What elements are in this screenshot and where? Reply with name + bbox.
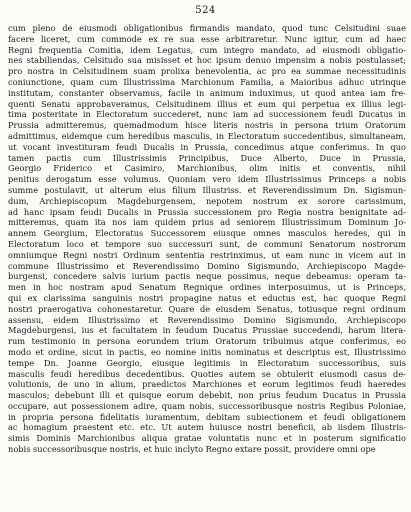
text-line: facere liceret, cum commode ex re sua esse arbitraretur. Nunc igitur, cum ad haec bbox=[8, 33, 406, 44]
text-line: coniunctione, quam cum Illustrissima Marchionum Familia, a Maioribus adhuc utrinque bbox=[8, 76, 406, 87]
text-line: tempe Dn. Joanne Georgio, eiusque legitimis in Electoratum successoribus, suis bbox=[8, 357, 406, 368]
text-line: ut vocant investituram feudi Ducalis in Prussia, concedimus atque conferimus. In quo bbox=[8, 141, 406, 152]
text-line: pro nostra in Celsitudinem suam prolixa benevolentia, ac pro ea summae necessitudinis bbox=[8, 66, 406, 77]
text-line: men in hoc nostram apud Senatum Regnique ordines interposuimus, ut is Princeps, bbox=[8, 282, 406, 293]
text-line: mitteremus, quam ita nos iam quidem prius ad seniorem Illustrissimum Dominum Jo- bbox=[8, 217, 406, 228]
text-line: qui ex clarissima sanguinis nostri propagine natus et eductus est, hac quoque Regni bbox=[8, 292, 406, 303]
body-text bbox=[8, 23, 406, 455]
text-line: nes stabiliendas, Celsitudo sua misisset et hoc ipsum denuo impensim a nobis postulasset; bbox=[8, 55, 406, 66]
text-line: nostri praerogativa cohonestaretur. Quare de eiusdem Senatus, totiusque regni ordinum bbox=[8, 303, 406, 314]
text-line: Prussia admitteremus, quemadmodum hisce literis nostris in persona trium Oratorum bbox=[8, 120, 406, 131]
text-line: simis Dominis Marchionibus aliqua gratae voluntatis nunc et in posterum significatio bbox=[8, 433, 406, 444]
text-line: penitus derogatum esse volumus. Quoniam vero idem Illustrissimus Princeps a nobis bbox=[8, 174, 406, 185]
text-line: summe postulavit, ut alterum eius filium Illustriss. et Reverendissimum Dn. Sigismun- bbox=[8, 184, 406, 195]
text-line: commune Illustrissimo et Reverendissimo Domino Sigismundo, Archiepiscopo Magde- bbox=[8, 260, 406, 271]
text-line: Regni frequentia Comitia, idem Legatus, cum integro mandato, ad eiusmodi obligatio- bbox=[8, 44, 406, 55]
text-line: nobis successoribusque nostris, et huic inclyto Regno extare possit, providere omni ope bbox=[8, 444, 376, 455]
text-line: annem Georgium, Electoratus Successorem eiusque omnes masculos heredes, qui in bbox=[8, 228, 406, 239]
text-line: modo et ordine, sicut in pactis, eo nomine initis nominatus et descriptus est, Illustrissimo bbox=[8, 346, 406, 357]
text-line: ad hanc ipsam feudi Ducalis in Prussia successionem pro Regia nostra benignitate ad- bbox=[8, 206, 406, 217]
text-line: tamen pactis cum Illustrissimis Principibus, Duce Alberto, Duce in Prussia, bbox=[8, 152, 406, 163]
text-line: Electoratum loco et tempore suo successuri sunt, de communi Senatorum nostrorum bbox=[8, 238, 406, 249]
text-line: rum testimonio in persona eorundem trium Oratorum tribuimus atque conferimus, eo bbox=[8, 336, 406, 347]
text-line: masculis feudi heredibus decedentibus. Quoties autem se obtulerit eiusmodi casus de- bbox=[8, 368, 406, 379]
text-line: dum, Archiepiscopum Magdeburgensem, nepotem nostrum ex sorore carissimum, bbox=[8, 195, 406, 206]
text-line: assensu, eidem Illustrissimo et Reverendissimo Domino Sigismundo, Archiepiscopo bbox=[8, 314, 406, 325]
text-line: omniumque Regni nostri Ordinum sententia restrinximus, ut eam nunc in vicem aut in bbox=[8, 249, 406, 260]
text-line: Magdeburgensi, ius et facultatem in feudum Ducatus Prussiae succedendi, harum litera- bbox=[8, 325, 406, 336]
text-line: in propria persona fidelitatis iuramentum, debitam subiectionem et feudi obligationem bbox=[8, 411, 406, 422]
text-line: tima posteritate in Electoratum succederet, nunc iam ad successionem feudi Ducatus in bbox=[8, 109, 406, 120]
text-line: masculos; debebunt illi et quisque eorum debebit, non prius feudum Ducatus in Prussia bbox=[8, 390, 406, 401]
text-line: quenti Senatu approbaveramus, Celsitudinem illius et eum qui perpetua ex illius legi- bbox=[8, 98, 406, 109]
text-line: cum pleno de eiusmodi obligationibus firmandis mandato, quod tunc Celsitudini suae bbox=[8, 23, 406, 33]
text-line: Georgio Friderico et Casimiro, Marchionibus, olim initis et conventis, nihil bbox=[8, 163, 406, 174]
text-line: occupare, aut possessionem adire, quam nobis, successoribusque nostris Regibus Poloniae, bbox=[8, 400, 406, 411]
text-line: institutam, constanter observamus, facile in animum induximus, ut quod antea iam fre- bbox=[8, 87, 406, 98]
text-line: admittimus, eidemque cum heredibus masculis, in Electoratum succedentibus, simultaneam, bbox=[8, 130, 406, 141]
text-line: volutionis, de uno in alium, praedictos Marchiones et eorum legitimos feudi haeredes bbox=[8, 379, 406, 390]
text-line: burgensi, concedere salvis iurium pactis neque possimus, neque debeamus: operam ta- bbox=[8, 271, 406, 282]
text-line: ac homagium praestent etc. etc. Ut autem huiusce nostri beneficii, ab iisdem Illustris- bbox=[8, 422, 406, 433]
page-number: 524 bbox=[195, 5, 216, 16]
